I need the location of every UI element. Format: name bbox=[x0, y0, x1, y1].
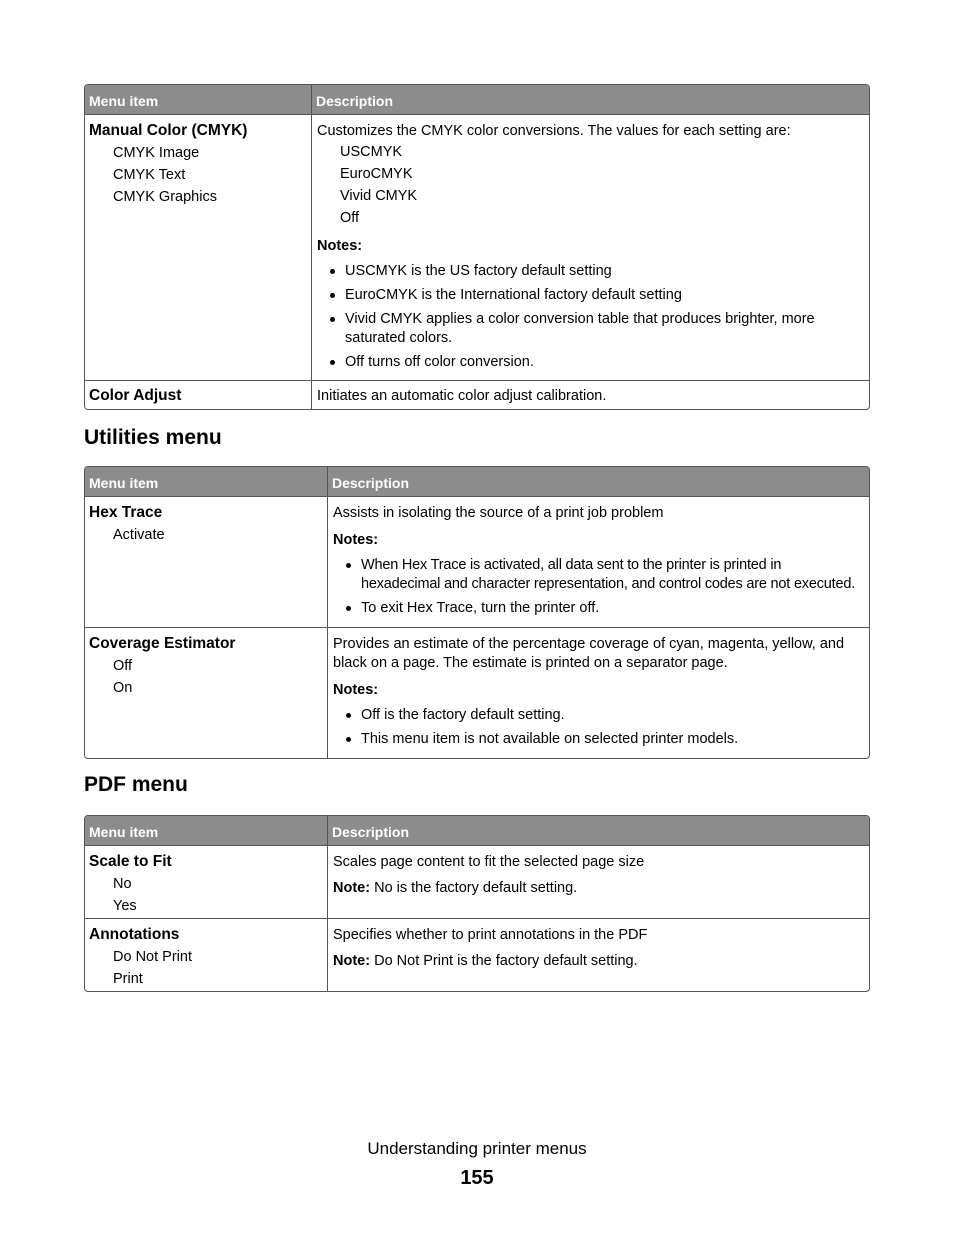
note-line bbox=[333, 879, 864, 898]
description-text: Scales page content to fit the selected page size bbox=[333, 854, 645, 870]
description-cell bbox=[328, 497, 869, 627]
notes-list bbox=[317, 262, 864, 372]
description-cell bbox=[312, 381, 869, 409]
note-bullet: Vivid CMYK applies a color conversion table that produces brighter, more saturated colors. bbox=[317, 310, 864, 348]
note-bullet: This menu item is not available on selected printer models. bbox=[333, 730, 864, 749]
menu-item-cell bbox=[85, 919, 328, 991]
note-bullet: EuroCMYK is the International factory default setting bbox=[317, 286, 864, 305]
notes-label: Notes: bbox=[333, 682, 379, 698]
menu-item-cell bbox=[85, 115, 312, 380]
setting-value: USCMYK bbox=[340, 144, 403, 160]
header-menu-item: Menu item bbox=[85, 816, 328, 845]
section-title-pdf: PDF menu bbox=[84, 773, 188, 796]
header-description: Description bbox=[332, 824, 410, 840]
pdf-menu-table bbox=[84, 815, 870, 992]
table-row bbox=[85, 496, 869, 627]
table-header bbox=[85, 816, 869, 845]
header-menu-item: Menu item bbox=[85, 467, 328, 496]
menu-item-option: Yes bbox=[113, 898, 137, 914]
note-label: Note: bbox=[333, 880, 371, 896]
menu-item-option: CMYK Image bbox=[113, 145, 200, 161]
note-bullet: Off turns off color conversion. bbox=[317, 353, 864, 372]
note-text: Do Not Print is the factory default setting. bbox=[374, 953, 638, 969]
description-text: Assists in isolating the source of a print job problem bbox=[333, 505, 664, 521]
menu-item-name: Scale to Fit bbox=[89, 853, 172, 870]
menu-item-option: Off bbox=[113, 658, 133, 674]
menu-item-name: Annotations bbox=[89, 926, 180, 943]
note-text: No is the factory default setting. bbox=[374, 880, 578, 896]
note-bullet: Off is the factory default setting. bbox=[333, 706, 864, 725]
menu-item-option: Activate bbox=[113, 527, 165, 543]
menu-item-cell bbox=[85, 497, 328, 627]
note-bullet: USCMYK is the US factory default setting bbox=[317, 262, 864, 281]
description-cell bbox=[328, 628, 869, 758]
section-title-utilities: Utilities menu bbox=[84, 426, 222, 449]
page-number: 155 bbox=[460, 1167, 494, 1189]
description-text: Customizes the CMYK color conversions. The values for each setting are: bbox=[317, 123, 791, 139]
notes-list bbox=[333, 706, 864, 749]
setting-value: EuroCMYK bbox=[340, 166, 413, 182]
menu-item-option: Print bbox=[113, 971, 143, 987]
notes-label: Notes: bbox=[333, 532, 379, 548]
note-label: Note: bbox=[333, 953, 371, 969]
header-menu-item: Menu item bbox=[85, 85, 312, 114]
menu-item-name: Coverage Estimator bbox=[89, 635, 236, 652]
table-row bbox=[85, 845, 869, 918]
menu-item-name: Hex Trace bbox=[89, 504, 163, 521]
menu-item-option: On bbox=[113, 680, 133, 696]
note-bullet: When Hex Trace is activated, all data sent to the printer is printed in hexadecimal and character representation, and control codes are not executed. bbox=[333, 556, 864, 594]
setting-value: Off bbox=[340, 210, 360, 226]
menu-item-option: Do Not Print bbox=[113, 949, 192, 965]
description-cell bbox=[312, 115, 869, 380]
setting-value: Vivid CMYK bbox=[340, 188, 418, 204]
menu-item-option: CMYK Graphics bbox=[113, 189, 217, 205]
table-row bbox=[85, 114, 869, 380]
menu-item-option: CMYK Text bbox=[113, 167, 186, 183]
description-text: Initiates an automatic color adjust calibration. bbox=[317, 388, 607, 404]
menu-item-cell bbox=[85, 628, 328, 758]
description-text: Specifies whether to print annotations in the PDF bbox=[333, 927, 648, 943]
menu-item-cell bbox=[85, 381, 312, 409]
menu-item-cell bbox=[85, 846, 328, 918]
notes-list bbox=[333, 556, 864, 618]
table-header bbox=[85, 467, 869, 496]
menu-item-option: No bbox=[113, 876, 132, 892]
header-description: Description bbox=[332, 475, 410, 491]
note-line bbox=[333, 952, 864, 971]
table-header bbox=[85, 85, 869, 114]
description-cell bbox=[328, 846, 869, 918]
menu-item-name: Manual Color (CMYK) bbox=[89, 122, 248, 139]
header-description: Description bbox=[316, 93, 394, 109]
table-row bbox=[85, 918, 869, 991]
menu-item-name: Color Adjust bbox=[89, 387, 182, 404]
description-cell bbox=[328, 919, 869, 991]
utilities-menu-table bbox=[84, 466, 870, 759]
color-menu-table bbox=[84, 84, 870, 410]
note-bullet: To exit Hex Trace, turn the printer off. bbox=[333, 599, 864, 618]
notes-label: Notes: bbox=[317, 238, 363, 254]
table-row bbox=[85, 627, 869, 758]
footer-chapter-title: Understanding printer menus bbox=[367, 1139, 587, 1158]
table-row bbox=[85, 380, 869, 409]
description-text: Provides an estimate of the percentage coverage of cyan, magenta, yellow, and black on a page. The estimate is printed on a separator page. bbox=[333, 636, 845, 671]
